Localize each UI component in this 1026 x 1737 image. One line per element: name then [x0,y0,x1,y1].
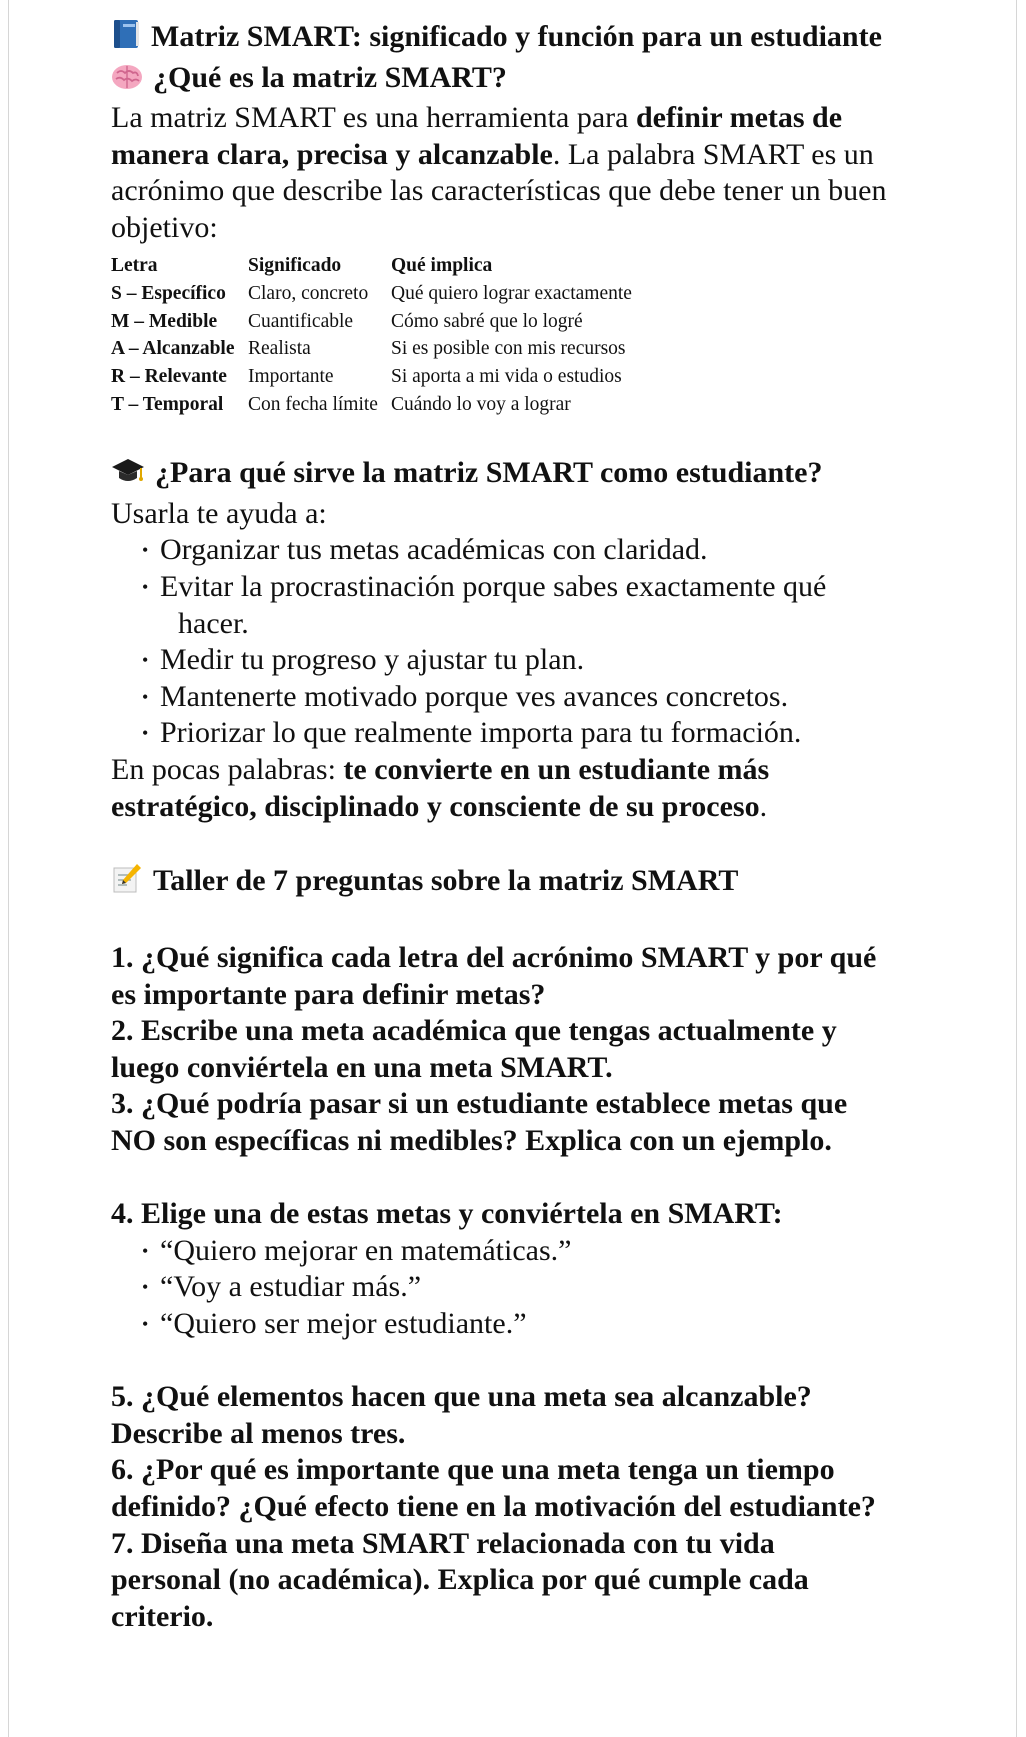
section-que-intro [111,100,891,246]
question-7: 7. Diseña una meta SMART relacionada con tu vida personal (no académica). Explica por qué cumple cada criterio. [111,1526,809,1633]
question-2: 2. Escribe una meta académica que tengas actualmente y luego conviértela en una meta SMART. [111,1014,837,1084]
list-item-text: Evitar la procrastinación porque sabes exactamente qué [160,570,827,604]
table-header-implica: Qué implica [391,255,493,277]
summary-text-2: . [759,789,768,823]
document-title [111,18,891,60]
memo-icon [111,862,143,904]
list-item [142,715,891,752]
list-item-text: Organizar tus metas académicas con claridad. [160,533,708,567]
table-cell-letra: R – Relevante [111,366,227,388]
intro-text-2: . La palabra SMART es un acrónimo que describe las características que debe tener un buen objetivo: [111,137,887,244]
table-header-row [111,253,632,281]
table-cell-implica: Si es posible con mis recursos [391,338,626,360]
list-item-text: Medir tu progreso y ajustar tu plan. [160,643,585,677]
list-item-text: Priorizar lo que realmente importa para tu formación. [160,716,802,750]
list-item-text-continued: hacer. [178,606,249,640]
table-header-significado: Significado [248,255,342,277]
document-page [111,18,891,1635]
question-6: 6. ¿Por qué es importante que una meta tenga un tiempo definido? ¿Qué efecto tiene en la motivación del estudiante? [111,1453,876,1523]
table-cell-letra: A – Alcanzable [111,338,235,360]
taller-heading [111,862,891,904]
table-cell-significado: Realista [248,338,311,360]
list-item-text: “Voy a estudiar más.” [160,1270,422,1304]
book-icon [111,18,141,60]
title-text: Matriz SMART: significado y función para un estudiante [151,20,882,53]
section-para-summary [111,752,891,825]
section-que-heading-text: ¿Qué es la matriz SMART? [153,60,507,94]
table-cell-significado: Importante [248,366,334,388]
list-item [142,569,891,642]
smart-table [111,253,632,419]
list-item [142,532,891,569]
table-row [111,280,632,308]
list-item-text: “Quiero mejorar en matemáticas.” [160,1233,572,1267]
table-row [111,363,632,391]
summary-text-bold: te convierte en un estudiante más estratégico, disciplinado y consciente de su proceso [111,753,770,823]
question-1: 1. ¿Qué significa cada letra del acrónimo SMART y por qué es importante para definir metas? [111,941,877,1011]
spacer [111,1160,891,1197]
table-cell-implica: Si aporta a mi vida o estudios [391,366,622,388]
spacer [111,1343,891,1380]
question-5: 5. ¿Qué elementos hacen que una meta sea alcanzable? Describe al menos tres. [111,1380,812,1450]
section-que-heading [111,60,891,101]
list-item [142,679,891,716]
spacer [111,825,891,862]
table-cell-implica: Cómo sabré que lo logré [391,310,583,332]
section-para-heading [111,455,891,496]
brain-icon [111,63,143,101]
list-item [142,642,891,679]
question-3: 3. ¿Qué podría pasar si un estudiante establece metas que NO son específicas ni medibles? Explica con un ejemplo. [111,1087,848,1157]
frame-right-edge [1016,0,1017,1737]
list-item [142,1269,891,1306]
table-header-letra: Letra [111,255,158,277]
list-item-text: “Quiero ser mejor estudiante.” [160,1306,527,1340]
table-row [111,391,632,419]
benefits-list [111,532,891,752]
table-cell-significado: Con fecha límite [248,393,378,415]
table-cell-implica: Qué quiero lograr exactamente [391,283,632,305]
summary-text-1: En pocas palabras: [111,753,344,787]
spacer [111,419,891,456]
question-4-options [111,1233,891,1343]
table-cell-significado: Claro, concreto [248,283,369,305]
table-cell-letra: S – Específico [111,283,226,305]
graduation-cap-icon [111,456,145,496]
table-row [111,336,632,364]
taller-heading-text: Taller de 7 preguntas sobre la matriz SMART [153,863,739,897]
list-item-text: Mantenerte motivado porque ves avances concretos. [160,679,789,713]
table-cell-significado: Cuantificable [248,310,354,332]
list-item [142,1306,891,1343]
intro-text-bold: definir metas de manera clara, precisa y alcanzable [111,101,843,171]
section-para-heading-text: ¿Para qué sirve la matriz SMART como estudiante? [155,456,823,490]
frame-left-edge [8,0,9,1737]
intro-text-1: La matriz SMART es una herramienta para [111,101,636,135]
table-cell-implica: Cuándo lo voy a lograr [391,393,571,415]
spacer [111,903,891,940]
section-para-lead: Usarla te ayuda a: [111,496,327,530]
question-4: 4. Elige una de estas metas y conviértela en SMART: [111,1197,783,1231]
table-cell-letra: M – Medible [111,310,218,332]
table-cell-letra: T – Temporal [111,393,224,415]
list-item [142,1233,891,1270]
table-row [111,308,632,336]
